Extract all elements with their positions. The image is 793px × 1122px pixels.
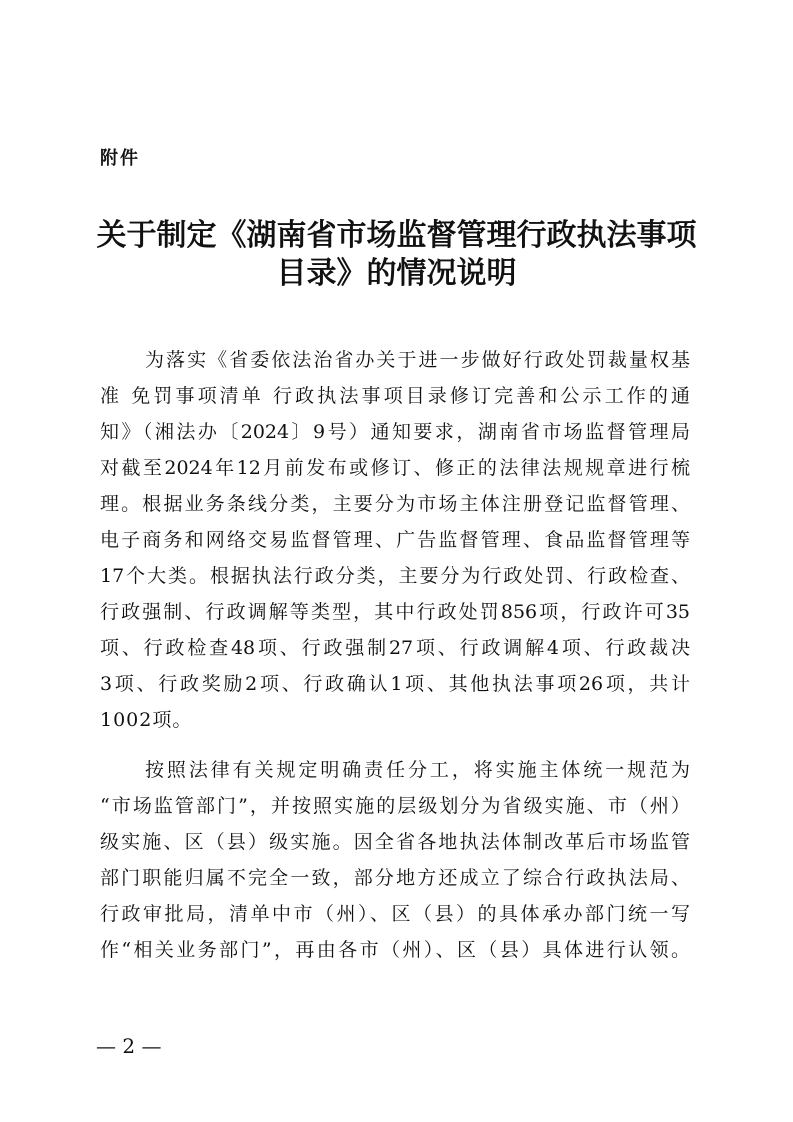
paragraph-1-line-11: 1002项。 [100,709,193,731]
paragraph-2-line-2: “市场监管部门”，并按照实施的层级划分为省级实施、市（州） [100,795,690,817]
attachment-label: 附件 [100,148,140,169]
paragraph-1-line-5: 理。根据业务条线分类，主要分为市场主体注册登记监督管理、 [100,493,690,515]
paragraph-1-line-4: 对截至2024年12月前发布或修订、修正的法律法规规章进行梳 [100,457,690,479]
paragraph-1-line-2: 准 免罚事项清单 行政执法事项目录修订完善和公示工作的通 [100,385,690,407]
paragraph-2-line-6: 作“相关业务部门”，再由各市（州）、区（县）具体进行认领。 [100,939,690,961]
document-title-line-2: 目录》的情况说明 [276,256,517,291]
paragraph-2-line-5: 行政审批局，清单中市（州）、区（县）的具体承办部门统一写 [100,903,690,925]
paragraph-2-line-4: 部门职能归属不完全一致，部分地方还成立了综合行政执法局、 [100,867,690,889]
paragraph-1-line-7: 17个大类。根据执法行政分类，主要分为行政处罚、行政检查、 [100,565,690,587]
paragraph-1-line-10: 3项、行政奖励2项、行政确认1项、其他执法事项26项，共计 [100,673,690,695]
paragraph-1-line-3: 知》（湘法办〔2024〕9号）通知要求，湖南省市场监督管理局 [100,421,690,443]
paragraph-2-line-3: 级实施、区（县）级实施。因全省各地执法体制改革后市场监管 [100,831,690,853]
paragraph-1-line-1: 为落实《省委依法治省办关于进一步做好行政处罚裁量权基 [145,349,690,371]
document-title-line-1: 关于制定《湖南省市场监督管理行政执法事项 [96,218,697,253]
paragraph-2-line-1: 按照法律有关规定明确责任分工，将实施主体统一规范为 [145,759,690,781]
page-number: — 2 — [96,1034,162,1058]
paragraph-1-line-8: 行政强制、行政调解等类型，其中行政处罚856项，行政许可35 [100,601,690,623]
paragraph-1-line-6: 电子商务和网络交易监督管理、广告监督管理、食品监督管理等 [100,529,690,551]
paragraph-1-line-9: 项、行政检查48项、行政强制27项、行政调解4项、行政裁决 [100,637,690,659]
